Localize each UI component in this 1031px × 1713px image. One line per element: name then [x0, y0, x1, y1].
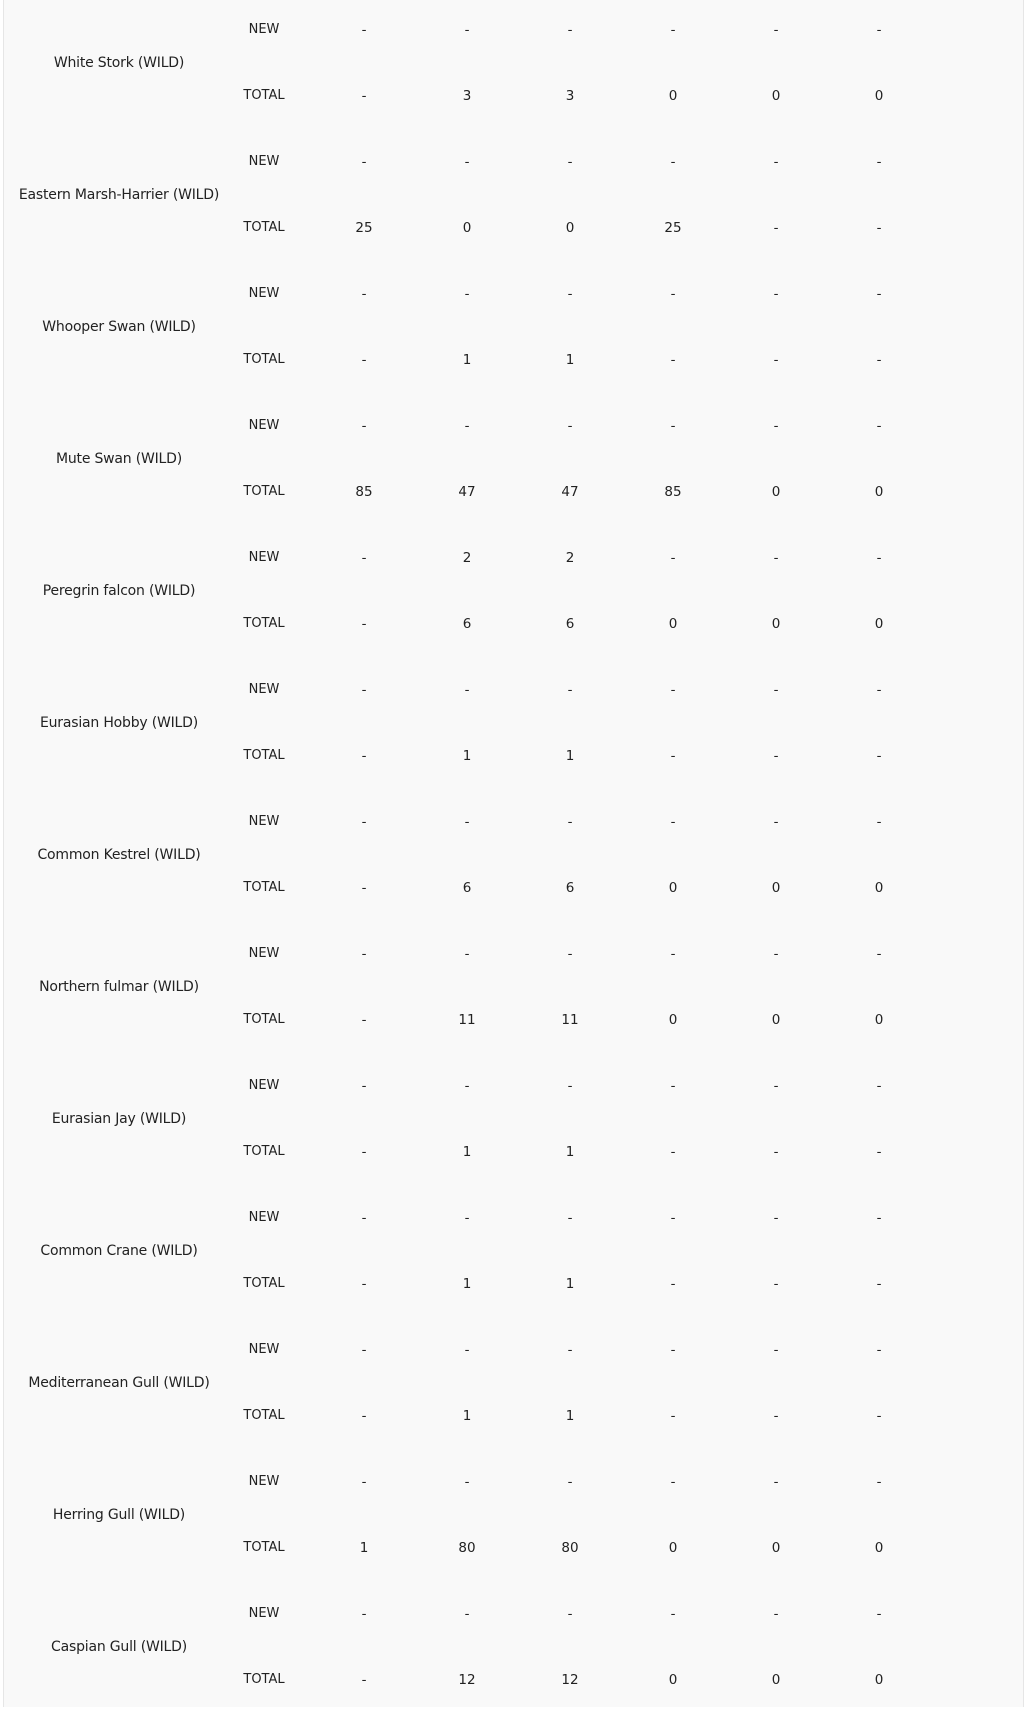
table-cell: - [670, 1606, 676, 1622]
table-cell: - [773, 814, 779, 830]
table-cell: - [876, 1408, 882, 1424]
species-group [4, 1053, 1023, 1185]
table-cell: - [567, 1210, 573, 1226]
table-cell: 1 [462, 352, 472, 368]
table-cell: 0 [874, 616, 884, 632]
table-row-total [4, 878, 1023, 898]
species-name: Northern fulmar (WILD) [39, 979, 199, 995]
table-cell: - [464, 154, 470, 170]
table-cell: - [876, 220, 882, 236]
table-cell: - [361, 1672, 367, 1688]
table-row-total [4, 1406, 1023, 1426]
table-cell: 0 [771, 1012, 781, 1028]
table-cell: 1 [359, 1540, 369, 1556]
table-cell: - [567, 1078, 573, 1094]
table-cell: - [876, 1342, 882, 1358]
table-cell: - [773, 1210, 779, 1226]
table-cell: - [464, 946, 470, 962]
table-cell: - [361, 1144, 367, 1160]
table-cell: - [773, 154, 779, 170]
row-label-new: NEW [248, 1210, 280, 1225]
table-cell: 12 [458, 1672, 476, 1688]
table-cell: 12 [561, 1672, 579, 1688]
species-group [4, 657, 1023, 789]
table-cell: - [361, 616, 367, 632]
table-cell: 6 [565, 880, 575, 896]
table-cell: 2 [462, 550, 472, 566]
table-row-new [4, 1208, 1023, 1228]
table-cell: 11 [561, 1012, 579, 1028]
row-label-new: NEW [248, 814, 280, 829]
row-label-total: TOTAL [243, 1012, 285, 1027]
row-label-new: NEW [248, 418, 280, 433]
table-cell: - [670, 1144, 676, 1160]
table-cell: 25 [664, 220, 682, 236]
table-cell: 47 [458, 484, 476, 500]
species-name: Eurasian Hobby (WILD) [39, 715, 199, 731]
row-label-total: TOTAL [243, 1540, 285, 1555]
table-cell: - [670, 22, 676, 38]
table-cell: - [361, 880, 367, 896]
species-name: Mediterranean Gull (WILD) [28, 1375, 210, 1391]
table-cell: - [670, 814, 676, 830]
table-cell: 1 [462, 1144, 472, 1160]
table-cell: - [670, 418, 676, 434]
table-cell: - [876, 1606, 882, 1622]
table-cell: - [876, 154, 882, 170]
table-cell: 6 [565, 616, 575, 632]
species-name: White Stork (WILD) [53, 55, 185, 71]
table-row-new [4, 284, 1023, 304]
table-cell: 0 [874, 484, 884, 500]
table-cell: - [464, 1474, 470, 1490]
table-cell: 0 [874, 1540, 884, 1556]
row-label-new: NEW [248, 1342, 280, 1357]
table-cell: - [361, 1078, 367, 1094]
species-table-body [4, 0, 1023, 1713]
table-cell: - [876, 814, 882, 830]
row-label-total: TOTAL [243, 484, 285, 499]
table-cell: - [670, 1342, 676, 1358]
table-cell: - [361, 1474, 367, 1490]
species-group [4, 789, 1023, 921]
table-cell: - [361, 88, 367, 104]
table-cell: - [876, 22, 882, 38]
row-label-new: NEW [248, 1606, 280, 1621]
table-row-total [4, 482, 1023, 502]
table-cell: - [876, 1078, 882, 1094]
species-name: Caspian Gull (WILD) [51, 1639, 187, 1655]
table-cell: - [773, 946, 779, 962]
table-cell: - [567, 154, 573, 170]
table-row-total [4, 1274, 1023, 1294]
table-cell: - [361, 1606, 367, 1622]
table-cell: 80 [561, 1540, 579, 1556]
table-cell: - [773, 220, 779, 236]
table-row-new [4, 20, 1023, 40]
table-cell: - [773, 682, 779, 698]
table-row-total [4, 1670, 1023, 1690]
table-cell: 0 [771, 880, 781, 896]
table-cell: - [567, 946, 573, 962]
species-name: Herring Gull (WILD) [52, 1507, 186, 1523]
table-cell: 85 [664, 484, 682, 500]
table-row-total [4, 614, 1023, 634]
table-cell: - [773, 748, 779, 764]
table-cell: - [670, 550, 676, 566]
species-name: Peregrin falcon (WILD) [42, 583, 196, 599]
table-cell: - [670, 154, 676, 170]
table-cell: - [361, 946, 367, 962]
table-cell: 1 [565, 748, 575, 764]
table-cell: 0 [462, 220, 472, 236]
table-cell: 1 [565, 1408, 575, 1424]
table-cell: - [773, 1474, 779, 1490]
table-cell: - [773, 1276, 779, 1292]
table-cell: - [361, 682, 367, 698]
table-cell: - [464, 286, 470, 302]
table-cell: - [464, 1078, 470, 1094]
table-row-total [4, 1010, 1023, 1030]
table-cell: 0 [771, 484, 781, 500]
row-label-new: NEW [248, 1474, 280, 1489]
row-label-new: NEW [248, 946, 280, 961]
table-cell: - [773, 1606, 779, 1622]
row-label-total: TOTAL [243, 1144, 285, 1159]
table-cell: - [464, 22, 470, 38]
table-cell: - [464, 682, 470, 698]
table-cell: 0 [771, 1672, 781, 1688]
species-name: Common Kestrel (WILD) [37, 847, 201, 863]
table-cell: - [773, 550, 779, 566]
table-cell: - [361, 352, 367, 368]
table-row-total [4, 86, 1023, 106]
table-row-new [4, 944, 1023, 964]
table-cell: 1 [565, 352, 575, 368]
table-cell: - [773, 352, 779, 368]
table-cell: - [670, 682, 676, 698]
table-cell: 0 [874, 1012, 884, 1028]
table-row-new [4, 1076, 1023, 1096]
table-cell: - [670, 748, 676, 764]
table-cell: 3 [565, 88, 575, 104]
table-cell: - [361, 1210, 367, 1226]
table-cell: - [773, 22, 779, 38]
table-cell: - [876, 1144, 882, 1160]
species-group [4, 1449, 1023, 1581]
row-label-new: NEW [248, 550, 280, 565]
table-cell: - [876, 550, 882, 566]
row-label-new: NEW [248, 154, 280, 169]
row-label-total: TOTAL [243, 1408, 285, 1423]
species-name: Eurasian Jay (WILD) [51, 1111, 187, 1127]
table-cell: - [361, 286, 367, 302]
table-cell: - [361, 1342, 367, 1358]
table-cell: - [361, 1276, 367, 1292]
species-group [4, 921, 1023, 1053]
table-cell: - [361, 154, 367, 170]
table-cell: - [361, 22, 367, 38]
species-group [4, 525, 1023, 657]
table-cell: 1 [462, 748, 472, 764]
species-group [4, 0, 1023, 129]
table-cell: 0 [668, 88, 678, 104]
table-row-new [4, 416, 1023, 436]
species-group [4, 393, 1023, 525]
species-group [4, 261, 1023, 393]
table-cell: - [567, 1606, 573, 1622]
table-cell: 0 [771, 616, 781, 632]
table-row-new [4, 680, 1023, 700]
table-cell: - [567, 418, 573, 434]
table-cell: - [361, 1408, 367, 1424]
table-cell: 3 [462, 88, 472, 104]
row-label-total: TOTAL [243, 88, 285, 103]
table-cell: - [670, 1078, 676, 1094]
table-cell: - [464, 418, 470, 434]
table-cell: - [773, 1078, 779, 1094]
row-label-total: TOTAL [243, 748, 285, 763]
table-row-new [4, 1472, 1023, 1492]
table-cell: 1 [462, 1276, 472, 1292]
table-cell: - [464, 814, 470, 830]
row-label-new: NEW [248, 286, 280, 301]
table-cell: 0 [668, 1672, 678, 1688]
species-group [4, 1185, 1023, 1317]
table-cell: - [876, 352, 882, 368]
table-cell: - [361, 814, 367, 830]
table-cell: - [773, 418, 779, 434]
table-cell: 0 [668, 880, 678, 896]
table-cell: 6 [462, 616, 472, 632]
row-label-new: NEW [248, 1078, 280, 1093]
table-cell: - [464, 1606, 470, 1622]
table-cell: - [567, 1474, 573, 1490]
table-cell: 0 [668, 616, 678, 632]
table-cell: 0 [874, 880, 884, 896]
species-name: Mute Swan (WILD) [55, 451, 183, 467]
table-cell: - [773, 1144, 779, 1160]
table-cell: - [876, 748, 882, 764]
table-cell: 0 [874, 88, 884, 104]
species-name: Whooper Swan (WILD) [42, 319, 196, 335]
table-cell: - [876, 418, 882, 434]
table-row-total [4, 1538, 1023, 1558]
table-cell: 0 [771, 88, 781, 104]
table-cell: - [876, 682, 882, 698]
table-cell: - [773, 1342, 779, 1358]
table-row-total [4, 350, 1023, 370]
species-group [4, 1317, 1023, 1449]
row-label-total: TOTAL [243, 352, 285, 367]
table-cell: 11 [458, 1012, 476, 1028]
table-cell: 80 [458, 1540, 476, 1556]
table-cell: 1 [565, 1276, 575, 1292]
table-cell: - [670, 1276, 676, 1292]
table-cell: - [670, 1408, 676, 1424]
table-cell: - [464, 1342, 470, 1358]
table-cell: - [876, 1276, 882, 1292]
table-cell: - [773, 1408, 779, 1424]
table-cell: 47 [561, 484, 579, 500]
table-cell: - [670, 352, 676, 368]
table-row-total [4, 218, 1023, 238]
table-cell: - [567, 286, 573, 302]
row-label-total: TOTAL [243, 616, 285, 631]
table-row-new [4, 1604, 1023, 1624]
table-cell: - [876, 946, 882, 962]
table-cell: 0 [771, 1540, 781, 1556]
table-cell: - [773, 286, 779, 302]
table-cell: 6 [462, 880, 472, 896]
table-cell: 1 [462, 1408, 472, 1424]
row-label-new: NEW [248, 682, 280, 697]
table-cell: 1 [565, 1144, 575, 1160]
table-cell: 0 [874, 1672, 884, 1688]
row-label-total: TOTAL [243, 880, 285, 895]
row-label-new: NEW [248, 22, 280, 37]
species-name: Eastern Marsh-Harrier (WILD) [18, 187, 220, 203]
table-cell: - [567, 1342, 573, 1358]
table-cell: - [361, 550, 367, 566]
table-cell: - [670, 946, 676, 962]
table-cell: - [361, 1012, 367, 1028]
species-group [4, 1581, 1023, 1713]
table-cell: - [567, 814, 573, 830]
species-table [3, 0, 1024, 1707]
table-row-new [4, 812, 1023, 832]
table-row-total [4, 1142, 1023, 1162]
table-cell: - [876, 1210, 882, 1226]
table-row-new [4, 1340, 1023, 1360]
table-cell: - [876, 286, 882, 302]
row-label-total: TOTAL [243, 220, 285, 235]
table-cell: 2 [565, 550, 575, 566]
table-cell: - [464, 1210, 470, 1226]
table-cell: 85 [355, 484, 373, 500]
row-label-total: TOTAL [243, 1672, 285, 1687]
table-cell: - [670, 1474, 676, 1490]
table-cell: 0 [565, 220, 575, 236]
table-cell: - [361, 418, 367, 434]
species-group [4, 129, 1023, 261]
table-row-new [4, 548, 1023, 568]
table-cell: 0 [668, 1540, 678, 1556]
table-cell: - [567, 682, 573, 698]
row-label-total: TOTAL [243, 1276, 285, 1291]
table-cell: - [876, 1474, 882, 1490]
table-cell: - [670, 1210, 676, 1226]
table-row-new [4, 152, 1023, 172]
table-cell: 25 [355, 220, 373, 236]
table-cell: - [670, 286, 676, 302]
table-row-total [4, 746, 1023, 766]
table-cell: - [567, 22, 573, 38]
species-name: Common Crane (WILD) [40, 1243, 198, 1259]
table-cell: 0 [668, 1012, 678, 1028]
table-cell: - [361, 748, 367, 764]
